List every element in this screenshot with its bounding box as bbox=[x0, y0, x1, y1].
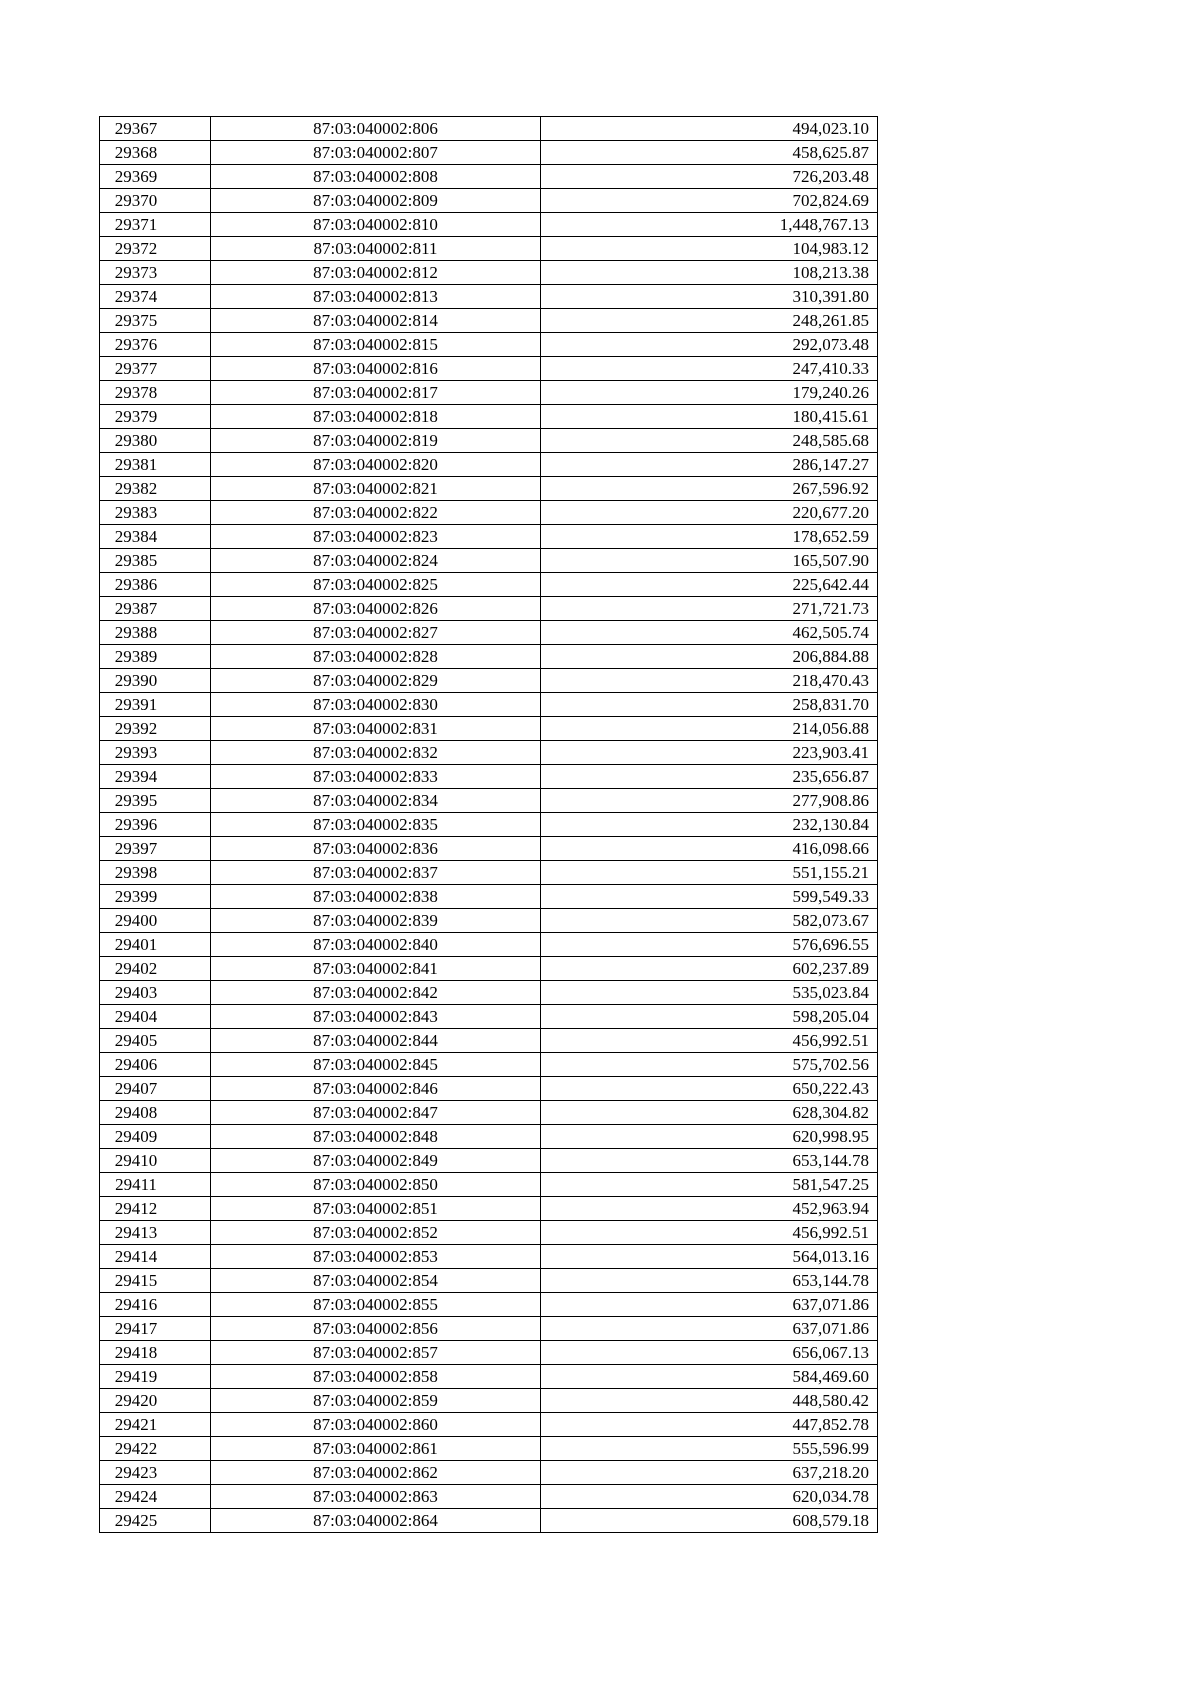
cadastral-value-cell: 165,507.90 bbox=[541, 549, 878, 573]
cadastral-value-cell: 1,448,767.13 bbox=[541, 213, 878, 237]
table-row bbox=[100, 621, 878, 645]
cadastral-value-cell: 576,696.55 bbox=[541, 933, 878, 957]
cadastral-value-cell: 551,155.21 bbox=[541, 861, 878, 885]
cadastral-value-cell: 448,580.42 bbox=[541, 1389, 878, 1413]
cadastral-value-cell: 108,213.38 bbox=[541, 261, 878, 285]
cadastral-number-cell: 87:03:040002:844 bbox=[211, 1029, 541, 1053]
table-row bbox=[100, 981, 878, 1005]
row-number-cell: 29397 bbox=[100, 837, 211, 861]
table-row bbox=[100, 1053, 878, 1077]
cadastral-number-cell: 87:03:040002:816 bbox=[211, 357, 541, 381]
row-number-cell: 29419 bbox=[100, 1365, 211, 1389]
cadastral-number-cell: 87:03:040002:836 bbox=[211, 837, 541, 861]
table-row bbox=[100, 1149, 878, 1173]
table-row bbox=[100, 357, 878, 381]
cadastral-value-cell: 206,884.88 bbox=[541, 645, 878, 669]
table-row bbox=[100, 909, 878, 933]
cadastral-value-cell: 584,469.60 bbox=[541, 1365, 878, 1389]
cadastral-number-cell: 87:03:040002:817 bbox=[211, 381, 541, 405]
row-number-cell: 29398 bbox=[100, 861, 211, 885]
row-number-cell: 29416 bbox=[100, 1293, 211, 1317]
cadastral-value-cell: 555,596.99 bbox=[541, 1437, 878, 1461]
table-row bbox=[100, 453, 878, 477]
cadastral-value-cell: 582,073.67 bbox=[541, 909, 878, 933]
cadastral-value-cell: 416,098.66 bbox=[541, 837, 878, 861]
cadastral-number-cell: 87:03:040002:855 bbox=[211, 1293, 541, 1317]
cadastral-value-cell: 447,852.78 bbox=[541, 1413, 878, 1437]
row-number-cell: 29378 bbox=[100, 381, 211, 405]
table-row bbox=[100, 1005, 878, 1029]
row-number-cell: 29393 bbox=[100, 741, 211, 765]
cadastral-value-cell: 462,505.74 bbox=[541, 621, 878, 645]
cadastral-value-cell: 581,547.25 bbox=[541, 1173, 878, 1197]
row-number-cell: 29379 bbox=[100, 405, 211, 429]
table-row bbox=[100, 813, 878, 837]
cadastral-value-cell: 277,908.86 bbox=[541, 789, 878, 813]
row-number-cell: 29381 bbox=[100, 453, 211, 477]
cadastral-value-cell: 179,240.26 bbox=[541, 381, 878, 405]
table-row bbox=[100, 1221, 878, 1245]
cadastral-number-cell: 87:03:040002:851 bbox=[211, 1197, 541, 1221]
row-number-cell: 29375 bbox=[100, 309, 211, 333]
table-row bbox=[100, 1437, 878, 1461]
row-number-cell: 29367 bbox=[100, 117, 211, 141]
table-row bbox=[100, 549, 878, 573]
row-number-cell: 29400 bbox=[100, 909, 211, 933]
cadastral-value-cell: 235,656.87 bbox=[541, 765, 878, 789]
cadastral-number-cell: 87:03:040002:852 bbox=[211, 1221, 541, 1245]
cadastral-number-cell: 87:03:040002:837 bbox=[211, 861, 541, 885]
row-number-cell: 29373 bbox=[100, 261, 211, 285]
table-row bbox=[100, 1341, 878, 1365]
cadastral-number-cell: 87:03:040002:848 bbox=[211, 1125, 541, 1149]
row-number-cell: 29412 bbox=[100, 1197, 211, 1221]
cadastral-value-cell: 599,549.33 bbox=[541, 885, 878, 909]
cadastral-value-cell: 225,642.44 bbox=[541, 573, 878, 597]
cadastral-value-cell: 653,144.78 bbox=[541, 1269, 878, 1293]
table-row bbox=[100, 381, 878, 405]
cadastral-number-cell: 87:03:040002:847 bbox=[211, 1101, 541, 1125]
table-row bbox=[100, 285, 878, 309]
row-number-cell: 29390 bbox=[100, 669, 211, 693]
cadastral-number-cell: 87:03:040002:810 bbox=[211, 213, 541, 237]
table-row bbox=[100, 1101, 878, 1125]
cadastral-number-cell: 87:03:040002:849 bbox=[211, 1149, 541, 1173]
row-number-cell: 29385 bbox=[100, 549, 211, 573]
row-number-cell: 29391 bbox=[100, 693, 211, 717]
row-number-cell: 29372 bbox=[100, 237, 211, 261]
table-row bbox=[100, 333, 878, 357]
cadastral-number-cell: 87:03:040002:815 bbox=[211, 333, 541, 357]
cadastral-number-cell: 87:03:040002:862 bbox=[211, 1461, 541, 1485]
row-number-cell: 29405 bbox=[100, 1029, 211, 1053]
table-row bbox=[100, 837, 878, 861]
row-number-cell: 29368 bbox=[100, 141, 211, 165]
cadastral-number-cell: 87:03:040002:861 bbox=[211, 1437, 541, 1461]
cadastral-value-cell: 620,034.78 bbox=[541, 1485, 878, 1509]
table-row bbox=[100, 741, 878, 765]
cadastral-value-cell: 292,073.48 bbox=[541, 333, 878, 357]
row-number-cell: 29380 bbox=[100, 429, 211, 453]
cadastral-number-cell: 87:03:040002:839 bbox=[211, 909, 541, 933]
cadastral-value-cell: 452,963.94 bbox=[541, 1197, 878, 1221]
row-number-cell: 29392 bbox=[100, 717, 211, 741]
cadastral-value-cell: 637,071.86 bbox=[541, 1317, 878, 1341]
cadastral-number-cell: 87:03:040002:856 bbox=[211, 1317, 541, 1341]
cadastral-value-cell: 247,410.33 bbox=[541, 357, 878, 381]
row-number-cell: 29418 bbox=[100, 1341, 211, 1365]
table-row bbox=[100, 1485, 878, 1509]
cadastral-number-cell: 87:03:040002:845 bbox=[211, 1053, 541, 1077]
row-number-cell: 29406 bbox=[100, 1053, 211, 1077]
cadastral-number-cell: 87:03:040002:809 bbox=[211, 189, 541, 213]
cadastral-number-cell: 87:03:040002:830 bbox=[211, 693, 541, 717]
row-number-cell: 29384 bbox=[100, 525, 211, 549]
cadastral-value-cell: 628,304.82 bbox=[541, 1101, 878, 1125]
table-row bbox=[100, 237, 878, 261]
table-row bbox=[100, 141, 878, 165]
cadastral-number-cell: 87:03:040002:808 bbox=[211, 165, 541, 189]
cadastral-value-cell: 271,721.73 bbox=[541, 597, 878, 621]
row-number-cell: 29421 bbox=[100, 1413, 211, 1437]
row-number-cell: 29413 bbox=[100, 1221, 211, 1245]
row-number-cell: 29409 bbox=[100, 1125, 211, 1149]
cadastral-value-cell: 178,652.59 bbox=[541, 525, 878, 549]
cadastral-value-cell: 564,013.16 bbox=[541, 1245, 878, 1269]
cadastral-value-cell: 608,579.18 bbox=[541, 1509, 878, 1533]
cadastral-number-cell: 87:03:040002:843 bbox=[211, 1005, 541, 1029]
table-row bbox=[100, 1125, 878, 1149]
row-number-cell: 29370 bbox=[100, 189, 211, 213]
row-number-cell: 29424 bbox=[100, 1485, 211, 1509]
table-row bbox=[100, 717, 878, 741]
row-number-cell: 29374 bbox=[100, 285, 211, 309]
table-row bbox=[100, 789, 878, 813]
row-number-cell: 29411 bbox=[100, 1173, 211, 1197]
row-number-cell: 29417 bbox=[100, 1317, 211, 1341]
cadastral-value-cell: 620,998.95 bbox=[541, 1125, 878, 1149]
cadastral-number-cell: 87:03:040002:811 bbox=[211, 237, 541, 261]
row-number-cell: 29410 bbox=[100, 1149, 211, 1173]
row-number-cell: 29399 bbox=[100, 885, 211, 909]
cadastral-number-cell: 87:03:040002:841 bbox=[211, 957, 541, 981]
row-number-cell: 29395 bbox=[100, 789, 211, 813]
cadastral-number-cell: 87:03:040002:812 bbox=[211, 261, 541, 285]
row-number-cell: 29401 bbox=[100, 933, 211, 957]
cadastral-number-cell: 87:03:040002:860 bbox=[211, 1413, 541, 1437]
table-row bbox=[100, 933, 878, 957]
row-number-cell: 29377 bbox=[100, 357, 211, 381]
table-row bbox=[100, 1509, 878, 1533]
cadastral-value-cell: 535,023.84 bbox=[541, 981, 878, 1005]
table-row bbox=[100, 117, 878, 141]
cadastral-number-cell: 87:03:040002:857 bbox=[211, 1341, 541, 1365]
cadastral-number-cell: 87:03:040002:850 bbox=[211, 1173, 541, 1197]
row-number-cell: 29404 bbox=[100, 1005, 211, 1029]
table-row bbox=[100, 309, 878, 333]
cadastral-number-cell: 87:03:040002:829 bbox=[211, 669, 541, 693]
table-row bbox=[100, 477, 878, 501]
table-row bbox=[100, 501, 878, 525]
row-number-cell: 29389 bbox=[100, 645, 211, 669]
table-row bbox=[100, 429, 878, 453]
cadastral-value-cell: 494,023.10 bbox=[541, 117, 878, 141]
cadastral-value-cell: 267,596.92 bbox=[541, 477, 878, 501]
row-number-cell: 29402 bbox=[100, 957, 211, 981]
cadastral-value-cell: 602,237.89 bbox=[541, 957, 878, 981]
table-row bbox=[100, 885, 878, 909]
cadastral-value-cell: 220,677.20 bbox=[541, 501, 878, 525]
row-number-cell: 29422 bbox=[100, 1437, 211, 1461]
cadastral-number-cell: 87:03:040002:834 bbox=[211, 789, 541, 813]
row-number-cell: 29371 bbox=[100, 213, 211, 237]
cadastral-number-cell: 87:03:040002:824 bbox=[211, 549, 541, 573]
table-row bbox=[100, 1293, 878, 1317]
row-number-cell: 29396 bbox=[100, 813, 211, 837]
row-number-cell: 29403 bbox=[100, 981, 211, 1005]
row-number-cell: 29388 bbox=[100, 621, 211, 645]
cadastral-number-cell: 87:03:040002:813 bbox=[211, 285, 541, 309]
cadastral-number-cell: 87:03:040002:858 bbox=[211, 1365, 541, 1389]
table-row bbox=[100, 693, 878, 717]
table-row bbox=[100, 957, 878, 981]
table-row bbox=[100, 261, 878, 285]
cadastral-number-cell: 87:03:040002:853 bbox=[211, 1245, 541, 1269]
cadastral-value-cell: 650,222.43 bbox=[541, 1077, 878, 1101]
cadastral-number-cell: 87:03:040002:832 bbox=[211, 741, 541, 765]
cadastral-value-cell: 456,992.51 bbox=[541, 1029, 878, 1053]
cadastral-value-cell: 286,147.27 bbox=[541, 453, 878, 477]
cadastral-number-cell: 87:03:040002:835 bbox=[211, 813, 541, 837]
table-row bbox=[100, 213, 878, 237]
row-number-cell: 29369 bbox=[100, 165, 211, 189]
cadastral-value-cell: 702,824.69 bbox=[541, 189, 878, 213]
cadastral-number-cell: 87:03:040002:814 bbox=[211, 309, 541, 333]
cadastral-number-cell: 87:03:040002:838 bbox=[211, 885, 541, 909]
table-row bbox=[100, 1413, 878, 1437]
cadastral-number-cell: 87:03:040002:823 bbox=[211, 525, 541, 549]
table-row bbox=[100, 1197, 878, 1221]
row-number-cell: 29408 bbox=[100, 1101, 211, 1125]
cadastral-value-cell: 223,903.41 bbox=[541, 741, 878, 765]
cadastral-value-cell: 456,992.51 bbox=[541, 1221, 878, 1245]
cadastral-value-cell: 218,470.43 bbox=[541, 669, 878, 693]
row-number-cell: 29386 bbox=[100, 573, 211, 597]
cadastral-number-cell: 87:03:040002:859 bbox=[211, 1389, 541, 1413]
cadastral-number-cell: 87:03:040002:819 bbox=[211, 429, 541, 453]
table-row bbox=[100, 1269, 878, 1293]
table-row bbox=[100, 765, 878, 789]
cadastral-value-cell: 104,983.12 bbox=[541, 237, 878, 261]
table-row bbox=[100, 597, 878, 621]
cadastral-number-cell: 87:03:040002:846 bbox=[211, 1077, 541, 1101]
cadastral-number-cell: 87:03:040002:831 bbox=[211, 717, 541, 741]
cadastral-value-cell: 598,205.04 bbox=[541, 1005, 878, 1029]
table-row bbox=[100, 1317, 878, 1341]
cadastral-number-cell: 87:03:040002:854 bbox=[211, 1269, 541, 1293]
cadastral-number-cell: 87:03:040002:833 bbox=[211, 765, 541, 789]
cadastral-value-cell: 637,218.20 bbox=[541, 1461, 878, 1485]
row-number-cell: 29415 bbox=[100, 1269, 211, 1293]
cadastral-value-cell: 726,203.48 bbox=[541, 165, 878, 189]
table-row bbox=[100, 1245, 878, 1269]
cadastral-number-cell: 87:03:040002:842 bbox=[211, 981, 541, 1005]
table-body bbox=[100, 117, 878, 1533]
cadastral-number-cell: 87:03:040002:825 bbox=[211, 573, 541, 597]
table-row bbox=[100, 525, 878, 549]
cadastral-number-cell: 87:03:040002:822 bbox=[211, 501, 541, 525]
cadastral-number-cell: 87:03:040002:840 bbox=[211, 933, 541, 957]
cadastre-value-table bbox=[99, 116, 878, 1533]
row-number-cell: 29376 bbox=[100, 333, 211, 357]
cadastral-number-cell: 87:03:040002:826 bbox=[211, 597, 541, 621]
cadastral-value-cell: 656,067.13 bbox=[541, 1341, 878, 1365]
cadastral-number-cell: 87:03:040002:827 bbox=[211, 621, 541, 645]
cadastral-number-cell: 87:03:040002:864 bbox=[211, 1509, 541, 1533]
cadastral-value-cell: 458,625.87 bbox=[541, 141, 878, 165]
cadastral-value-cell: 248,585.68 bbox=[541, 429, 878, 453]
cadastral-number-cell: 87:03:040002:820 bbox=[211, 453, 541, 477]
cadastral-number-cell: 87:03:040002:818 bbox=[211, 405, 541, 429]
row-number-cell: 29414 bbox=[100, 1245, 211, 1269]
table-row bbox=[100, 1077, 878, 1101]
table-row bbox=[100, 165, 878, 189]
cadastral-value-cell: 214,056.88 bbox=[541, 717, 878, 741]
table-row bbox=[100, 405, 878, 429]
table-row bbox=[100, 861, 878, 885]
table-row bbox=[100, 1173, 878, 1197]
cadastral-number-cell: 87:03:040002:821 bbox=[211, 477, 541, 501]
table-row bbox=[100, 645, 878, 669]
row-number-cell: 29420 bbox=[100, 1389, 211, 1413]
table-row bbox=[100, 1029, 878, 1053]
table-row bbox=[100, 669, 878, 693]
cadastral-value-cell: 637,071.86 bbox=[541, 1293, 878, 1317]
row-number-cell: 29387 bbox=[100, 597, 211, 621]
cadastral-value-cell: 232,130.84 bbox=[541, 813, 878, 837]
cadastral-number-cell: 87:03:040002:806 bbox=[211, 117, 541, 141]
table-row bbox=[100, 189, 878, 213]
cadastral-value-cell: 310,391.80 bbox=[541, 285, 878, 309]
row-number-cell: 29423 bbox=[100, 1461, 211, 1485]
row-number-cell: 29425 bbox=[100, 1509, 211, 1533]
cadastral-number-cell: 87:03:040002:828 bbox=[211, 645, 541, 669]
table-row bbox=[100, 1389, 878, 1413]
table-row bbox=[100, 1365, 878, 1389]
table-row bbox=[100, 1461, 878, 1485]
cadastral-value-cell: 575,702.56 bbox=[541, 1053, 878, 1077]
row-number-cell: 29407 bbox=[100, 1077, 211, 1101]
row-number-cell: 29383 bbox=[100, 501, 211, 525]
cadastral-value-cell: 653,144.78 bbox=[541, 1149, 878, 1173]
row-number-cell: 29394 bbox=[100, 765, 211, 789]
cadastral-number-cell: 87:03:040002:863 bbox=[211, 1485, 541, 1509]
cadastral-value-cell: 258,831.70 bbox=[541, 693, 878, 717]
cadastral-number-cell: 87:03:040002:807 bbox=[211, 141, 541, 165]
table-row bbox=[100, 573, 878, 597]
row-number-cell: 29382 bbox=[100, 477, 211, 501]
cadastral-value-cell: 248,261.85 bbox=[541, 309, 878, 333]
cadastral-value-cell: 180,415.61 bbox=[541, 405, 878, 429]
